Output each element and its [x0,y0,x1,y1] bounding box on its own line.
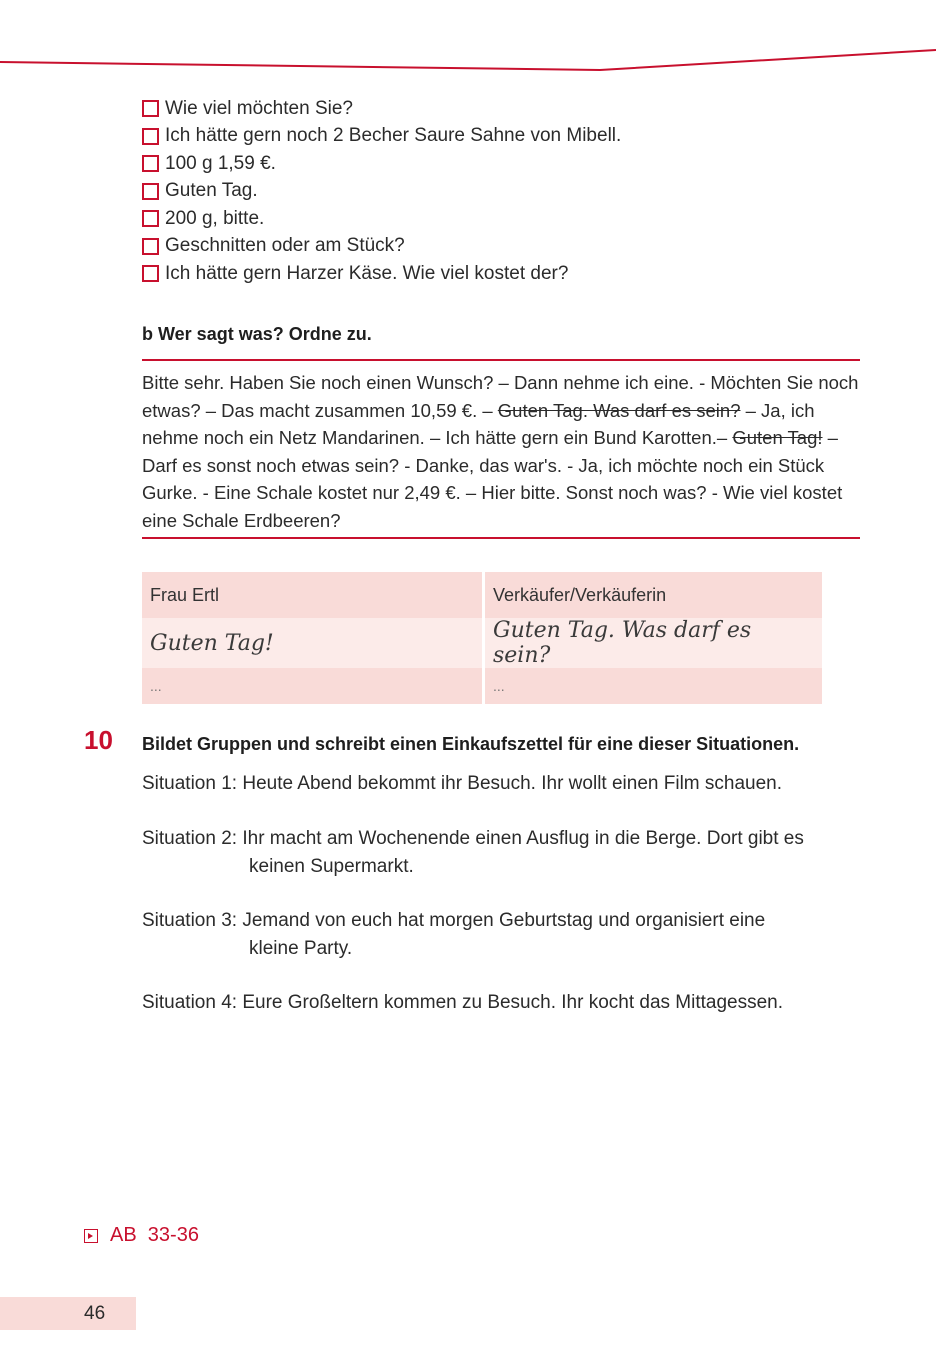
situation-2 [142,825,862,880]
phrase-text: – Ja, ich nehme noch ein Netz Mandarinen. – Ich hätte gern ein Bund Karotten.– [142,399,815,448]
checkbox[interactable] [142,100,159,117]
check-item[interactable] [142,205,621,233]
arrow-box-icon [84,1229,98,1243]
checkbox[interactable] [142,265,159,282]
check-item[interactable] [142,260,621,288]
top-decor-line [0,0,936,80]
struck-phrase: Guten Tag! [732,427,823,448]
table-row [142,618,822,668]
checklist [142,95,621,288]
phrase-text: Bitte sehr. Haben Sie noch einen Wunsch? – Dann nehme ich eine. - Möchten Sie noch etwas? – Das macht zusammen 10,59 €. – [142,372,859,421]
check-item[interactable] [142,150,621,178]
situation-text: kleine Party. [249,937,353,959]
handwritten-answer: Guten Tag! [142,618,484,668]
phrase-text: – Darf es sonst noch etwas sein? - Danke, das war's. - Ja, ich möchte noch ein Stück Gurke. - Eine Schale kostet nur 2,49 €. – Hier bitte. Sonst noch was? - Wie viel kostet eine Schale Erdbeeren? [142,427,843,531]
checkbox[interactable] [142,155,159,172]
check-item[interactable] [142,233,621,261]
check-item-label: Guten Tag. [165,180,258,202]
check-item[interactable] [142,123,621,151]
situation-4 [142,989,862,1017]
situation-1 [142,770,862,798]
task-b-heading: b Wer sagt was? Ordne zu. [142,324,372,344]
checkbox[interactable] [142,128,159,145]
situation-label: Situation 1: [142,773,243,794]
situation-label: Situation 4: [142,992,243,1013]
situation-text: Eure Großeltern kommen zu Besuch. Ihr kocht das Mittagessen. [242,992,784,1013]
handwritten-answer: Guten Tag. Was darf es sein? [484,618,823,668]
checkbox[interactable] [142,183,159,200]
dialog-table [142,572,822,704]
checkbox[interactable] [142,238,159,255]
check-item-label: Ich hätte gern noch 2 Becher Saure Sahne von Mibell. [165,125,622,147]
table-header-row [142,572,822,618]
situation-label: Situation 3: [142,910,243,931]
table-cell-ellipsis: ... [484,668,823,704]
phrase-box [142,369,860,534]
struck-phrase: Guten Tag. Was darf es sein? [497,399,741,421]
check-item-label: 200 g, bitte. [165,207,265,229]
table-cell-ellipsis: ... [142,668,484,704]
check-item-label: Ich hätte gern Harzer Käse. Wie viel kostet der? [165,262,569,284]
divider [142,359,860,361]
situation-3 [142,907,862,962]
check-item[interactable] [142,95,621,123]
situation-text: Heute Abend bekommt ihr Besuch. Ihr wollt einen Film schauen. [242,773,783,794]
workbook-reference-label: AB 33-36 [110,1224,199,1246]
page-number: 46 [84,1303,106,1324]
page-number-band [0,1297,136,1330]
col-header-frau-ertl: Frau Ertl [142,572,484,618]
check-item-label: Wie viel möchten Sie? [165,97,353,119]
check-item[interactable] [142,178,621,206]
checkbox[interactable] [142,210,159,227]
situation-label: Situation 2: [142,828,243,849]
situation-text: Ihr macht am Wochenende einen Ausflug in die Berge. Dort gibt es [242,828,804,849]
col-header-verkaeufer: Verkäufer/Verkäuferin [484,572,823,618]
task-number: 10 [84,725,113,755]
divider [142,537,860,539]
check-item-label: 100 g 1,59 €. [165,152,276,174]
situation-text: Jemand von euch hat morgen Geburtstag und organisiert eine [242,910,766,931]
situation-text: keinen Supermarkt. [249,855,414,877]
table-row [142,668,822,704]
check-item-label: Geschnitten oder am Stück? [165,235,405,257]
workbook-reference[interactable] [84,1224,199,1247]
task-title: Bildet Gruppen und schreibt einen Einkaufszettel für eine dieser Situationen. [142,734,800,754]
